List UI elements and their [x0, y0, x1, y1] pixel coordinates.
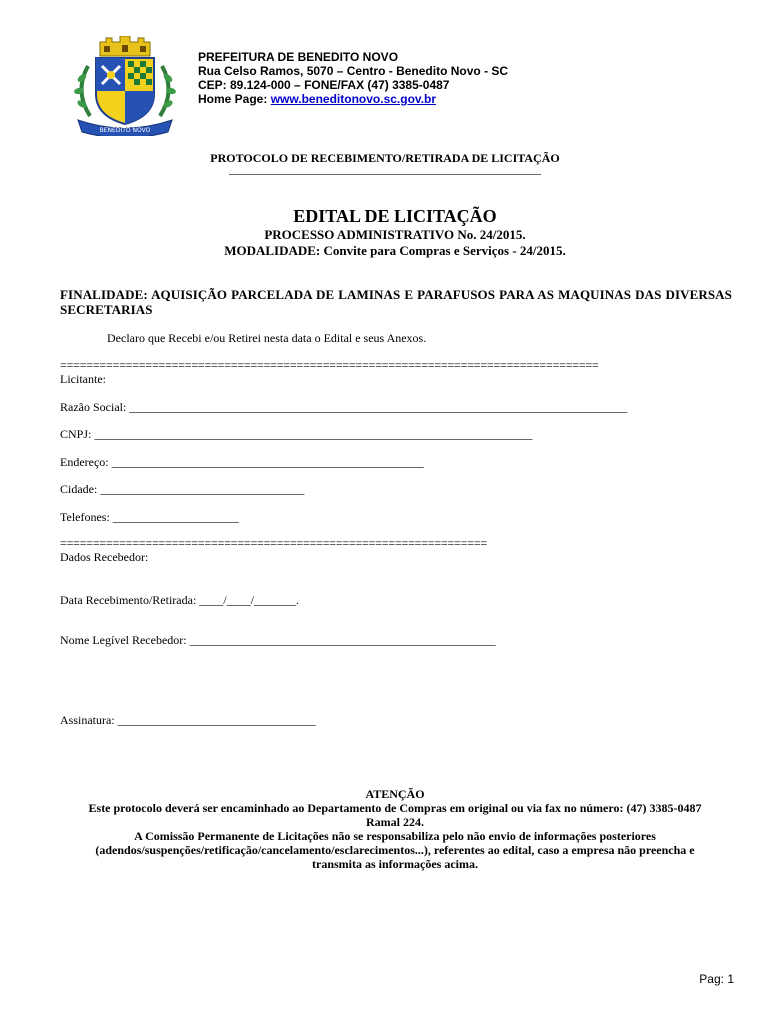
- atencao-line-4: (adendos/suspenções/retificação/cancelamento/esclarecimentos...), referentes ao edital, caso a empresa não preencha e: [95, 843, 695, 857]
- razao-social-field[interactable]: Razão Social: ___________________________________________________________________________________: [60, 400, 628, 414]
- atencao-line-3: A Comissão Permanente de Licitações não se responsabiliza pelo não envio de informações posteriores: [134, 829, 656, 843]
- cnpj-field[interactable]: CNPJ: _________________________________________________________________________: [60, 427, 533, 441]
- separator-long: ==================================================================================: [60, 358, 599, 372]
- separator-short: =================================================================: [60, 536, 487, 550]
- assinatura-field[interactable]: Assinatura: _________________________________: [60, 713, 316, 727]
- data-recebimento-field[interactable]: Data Recebimento/Retirada: ____/____/_______.: [60, 593, 299, 607]
- atencao-title: ATENÇÃO: [365, 787, 425, 801]
- crest-banner-text: BENEDITO NOVO: [99, 127, 151, 134]
- homepage-link[interactable]: www.beneditonovo.sc.gov.br: [270, 92, 437, 106]
- edital-title: EDITAL DE LICITAÇÃO: [293, 206, 497, 226]
- header-address: Rua Celso Ramos, 5070 – Centro - Benedito Novo - SC: [198, 64, 509, 78]
- modalidade: MODALIDADE: Convite para Compras e Serviços - 24/2015.: [224, 243, 566, 258]
- header-org-name: PREFEITURA DE BENEDITO NOVO: [198, 50, 399, 64]
- declaration-text: Declaro que Recebi e/ou Retirei nesta data o Edital e seus Anexos.: [107, 331, 427, 345]
- header-cep-phone: CEP: 89.124-000 – FONE/FAX (47) 3385-0487: [198, 78, 450, 92]
- protocol-title: PROTOCOLO DE RECEBIMENTO/RETIRADA DE LICITAÇÃO: [210, 151, 560, 165]
- cidade-field[interactable]: Cidade: __________________________________: [60, 482, 305, 496]
- header-homepage: [198, 92, 436, 106]
- endereco-field[interactable]: Endereço: ____________________________________________________: [60, 455, 424, 469]
- atencao-line-1: Este protocolo deverá ser encaminhado ao Departamento de Compras em original ou via fax no número: (47) 3385-0487: [88, 801, 702, 815]
- atencao-line-2: Ramal 224.: [366, 815, 424, 829]
- page-number: Pag: 1: [699, 972, 734, 986]
- telefones-field[interactable]: Telefones: _____________________: [60, 510, 239, 524]
- coat-of-arms-icon: [70, 36, 180, 136]
- recebedor-heading: Dados Recebedor:: [60, 550, 149, 564]
- homepage-label: Home Page:: [198, 92, 271, 106]
- processo-administrativo: PROCESSO ADMINISTRATIVO No. 24/2015.: [264, 227, 526, 242]
- nome-recebedor-field[interactable]: Nome Legível Recebedor: ___________________________________________________: [60, 633, 496, 647]
- finalidade-text: FINALIDADE: AQUISIÇÃO PARCELADA DE LAMINAS E PARAFUSOS PARA AS MAQUINAS DAS DIVERSAS SECRETARIAS: [60, 287, 732, 317]
- licitante-heading: Licitante:: [60, 372, 106, 386]
- atencao-line-5: transmita as informações acima.: [312, 857, 478, 871]
- protocol-underline: ____________________________________________________: [229, 162, 541, 176]
- municipal-crest-logo: [70, 36, 180, 136]
